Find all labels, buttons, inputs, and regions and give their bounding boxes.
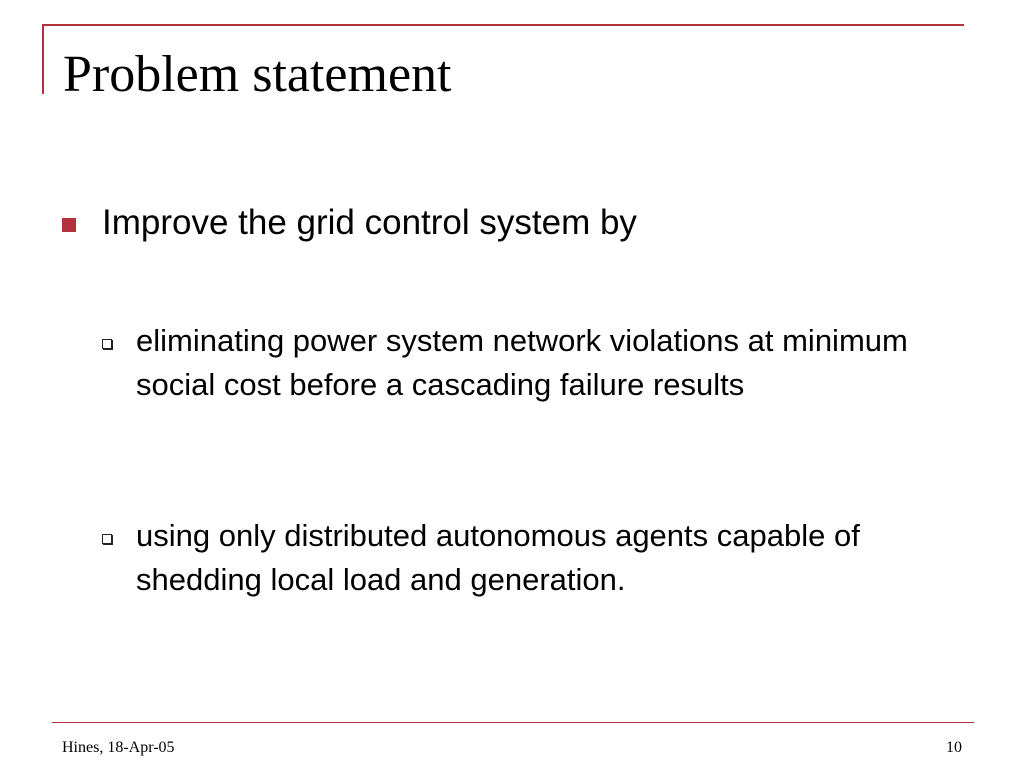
hollow-square-bullet-icon	[102, 339, 112, 349]
sub-bullet-text: eliminating power system network violations at minimum social cost before a cascading failure results	[136, 323, 908, 402]
filled-square-bullet-icon	[62, 218, 76, 232]
sub-bullet-text: using only distributed autonomous agents capable of shedding local load and generation.	[136, 518, 860, 597]
bullet-text: Improve the grid control system by	[102, 203, 637, 242]
footer-rule	[52, 722, 974, 723]
footer-author-date: Hines, 18-Apr-05	[62, 739, 175, 756]
hollow-square-bullet-icon	[102, 534, 112, 544]
slide-number: 10	[946, 739, 962, 756]
title-frame-top-rule	[42, 24, 964, 26]
slide-title: Problem statement	[63, 46, 452, 103]
sub-bullet-item	[102, 319, 976, 407]
title-frame-left-rule	[42, 24, 44, 94]
sub-bullet-item	[102, 514, 976, 602]
bullet-item	[62, 198, 637, 248]
